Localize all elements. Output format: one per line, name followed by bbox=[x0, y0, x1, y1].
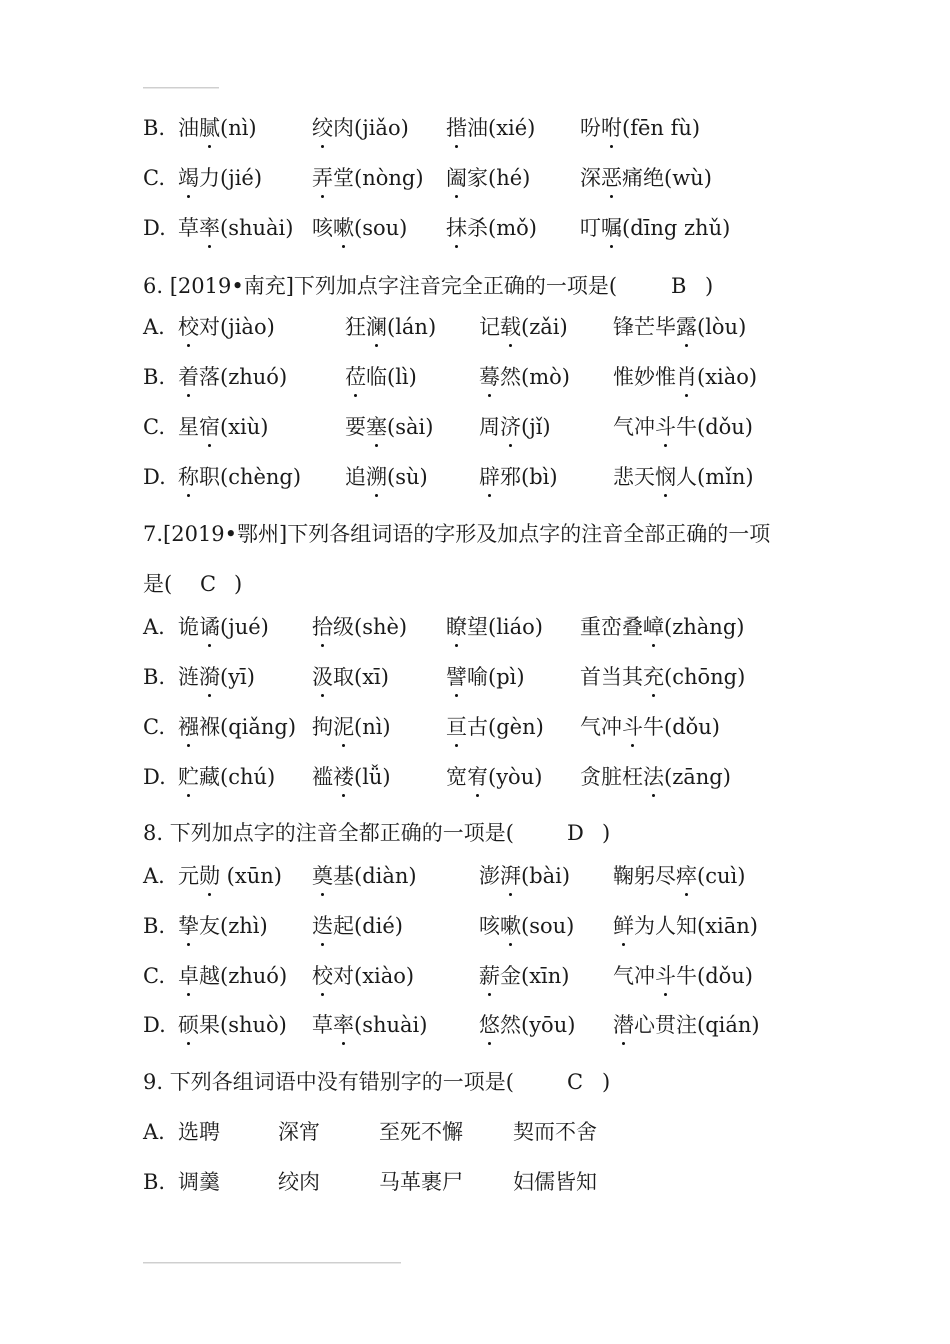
emphasized-char: 恶 bbox=[601, 166, 622, 190]
term-text: 草 bbox=[312, 1013, 333, 1037]
term-text: 油 bbox=[178, 116, 199, 140]
option-term bbox=[178, 713, 296, 741]
option-term bbox=[312, 862, 417, 890]
emphasized-char: 咐 bbox=[601, 116, 622, 140]
option-term bbox=[446, 763, 542, 791]
emphasized-char: 泥 bbox=[333, 715, 354, 739]
term-text: 深 bbox=[580, 166, 601, 190]
option-term bbox=[479, 912, 574, 940]
option-term bbox=[178, 962, 287, 990]
term-text: 要 bbox=[345, 415, 366, 439]
emphasized-char: 譬 bbox=[446, 665, 467, 689]
term-text: 元 bbox=[178, 864, 199, 888]
emphasized-char: 瘁 bbox=[676, 864, 697, 888]
term-pinyin: 古(gèn) bbox=[467, 715, 544, 739]
option-term bbox=[479, 962, 569, 990]
option-label: D. bbox=[143, 765, 166, 789]
option-label: C. bbox=[143, 166, 165, 190]
term-pinyin: 级(shè) bbox=[333, 615, 408, 639]
term-pinyin: 对(jiào) bbox=[199, 315, 275, 339]
option-term bbox=[613, 962, 753, 990]
option-term bbox=[178, 862, 282, 890]
option-term bbox=[178, 613, 269, 641]
option-term: 至死不懈 bbox=[379, 1120, 463, 1144]
emphasized-char: 襁 bbox=[178, 715, 199, 739]
term-text: 鞠躬尽 bbox=[613, 864, 676, 888]
term-pinyin: 职(chèng) bbox=[199, 465, 302, 489]
emphasized-char: 薪 bbox=[479, 964, 500, 988]
term-pinyin: (xiù) bbox=[220, 415, 269, 439]
option-term bbox=[613, 1011, 760, 1039]
term-pinyin: (sou) bbox=[521, 914, 575, 938]
term-pinyin: 褓(qiǎng) bbox=[199, 715, 297, 739]
option-term bbox=[312, 1011, 427, 1039]
option-term bbox=[446, 114, 535, 142]
option-term bbox=[613, 862, 745, 890]
option-term bbox=[178, 313, 275, 341]
emphasized-char: 露 bbox=[676, 315, 697, 339]
term-text: 星 bbox=[178, 415, 199, 439]
emphasized-char: 拾 bbox=[312, 615, 333, 639]
option-term bbox=[580, 164, 712, 192]
answer-letter: B bbox=[671, 274, 687, 298]
term-pinyin: 堂(nòng) bbox=[333, 166, 424, 190]
term-pinyin: (lán) bbox=[387, 315, 437, 339]
term-text: 气冲 bbox=[613, 415, 655, 439]
option-label: D. bbox=[143, 465, 166, 489]
term-text: 咳 bbox=[312, 216, 333, 240]
option-term bbox=[345, 363, 417, 391]
emphasized-char: 莅 bbox=[345, 365, 366, 389]
emphasized-char: 湃 bbox=[500, 864, 521, 888]
option-term bbox=[178, 363, 287, 391]
term-pinyin: 基(diàn) bbox=[333, 864, 417, 888]
option-term bbox=[178, 763, 275, 791]
term-pinyin: 藏(chú) bbox=[199, 765, 276, 789]
term-text: 周 bbox=[479, 415, 500, 439]
term-pinyin: 越(zhuó) bbox=[199, 964, 288, 988]
emphasized-char: 亘 bbox=[446, 715, 467, 739]
term-pinyin: (sài) bbox=[387, 415, 434, 439]
term-pinyin: 油(xié) bbox=[467, 116, 536, 140]
option-term bbox=[479, 313, 568, 341]
emphasized-char: 迭 bbox=[312, 914, 333, 938]
term-pinyin: (chōng) bbox=[664, 665, 746, 689]
option-label: B. bbox=[143, 914, 166, 938]
term-pinyin: (zhàng) bbox=[664, 615, 745, 639]
option-term bbox=[613, 463, 754, 491]
option-term bbox=[446, 613, 543, 641]
option-term bbox=[580, 763, 731, 791]
emphasized-char: 称 bbox=[178, 465, 199, 489]
option-term: 选聘 bbox=[178, 1120, 220, 1144]
question-stem: 是( bbox=[143, 572, 173, 596]
option-term bbox=[479, 1011, 575, 1039]
emphasized-char: 嗽 bbox=[333, 216, 354, 240]
term-text: 惟妙惟 bbox=[613, 365, 676, 389]
option-label: A. bbox=[143, 315, 165, 339]
term-pinyin: (dīng zhǔ) bbox=[622, 216, 731, 240]
answer-letter: D bbox=[567, 821, 584, 845]
emphasized-char: 嶂 bbox=[643, 615, 664, 639]
emphasized-char: 抹 bbox=[446, 216, 467, 240]
term-pinyin: 友(zhì) bbox=[199, 914, 268, 938]
term-text: 咳 bbox=[479, 914, 500, 938]
emphasized-char: 校 bbox=[312, 964, 333, 988]
closing-paren: ) bbox=[602, 1070, 611, 1094]
emphasized-char: 悯 bbox=[655, 465, 676, 489]
option-term bbox=[312, 912, 403, 940]
option-term: 妇儒皆知 bbox=[513, 1170, 597, 1194]
term-pinyin: (yòu) bbox=[488, 765, 543, 789]
option-term: 契而不舍 bbox=[513, 1120, 597, 1144]
option-term bbox=[580, 713, 720, 741]
option-term bbox=[312, 613, 407, 641]
option-term bbox=[178, 114, 257, 142]
option-term bbox=[312, 164, 424, 192]
term-text: 褴 bbox=[312, 765, 333, 789]
term-pinyin: (xūn) bbox=[220, 864, 282, 888]
option-term bbox=[479, 363, 570, 391]
term-text: 涟 bbox=[178, 665, 199, 689]
option-term bbox=[446, 663, 525, 691]
option-term bbox=[446, 713, 544, 741]
emphasized-char: 校 bbox=[178, 315, 199, 339]
term-pinyin: 牛(dǒu) bbox=[643, 715, 720, 739]
option-term bbox=[479, 413, 551, 441]
option-term: 调羹 bbox=[178, 1170, 220, 1194]
option-term bbox=[178, 164, 262, 192]
term-pinyin: (zāng) bbox=[664, 765, 731, 789]
term-pinyin: (yī) bbox=[220, 665, 255, 689]
option-term bbox=[580, 663, 745, 691]
top-rule bbox=[143, 87, 219, 89]
emphasized-char: 卓 bbox=[178, 964, 199, 988]
emphasized-char: 揩 bbox=[446, 116, 467, 140]
term-pinyin: 牛(dǒu) bbox=[676, 415, 753, 439]
term-pinyin: (sù) bbox=[387, 465, 428, 489]
term-pinyin: 起(dié) bbox=[333, 914, 403, 938]
term-pinyin: 杀(mǒ) bbox=[467, 216, 537, 240]
term-text: 狂 bbox=[345, 315, 366, 339]
term-pinyin: 心贯注(qián) bbox=[634, 1013, 760, 1037]
answer-letter: C bbox=[567, 1070, 584, 1094]
term-text: 悲天 bbox=[613, 465, 655, 489]
term-pinyin: (nì) bbox=[220, 116, 257, 140]
emphasized-char: 贮 bbox=[178, 765, 199, 789]
emphasized-char: 率 bbox=[199, 216, 220, 240]
term-pinyin: (lòu) bbox=[697, 315, 747, 339]
option-term bbox=[580, 214, 730, 242]
emphasized-char: 悠 bbox=[479, 1013, 500, 1037]
emphasized-char: 竭 bbox=[178, 166, 199, 190]
term-pinyin: (shuài) bbox=[354, 1013, 428, 1037]
emphasized-char: 勋 bbox=[199, 864, 220, 888]
emphasized-char: 率 bbox=[333, 1013, 354, 1037]
emphasized-char: 载 bbox=[500, 315, 521, 339]
term-text: 贪脏枉 bbox=[580, 765, 643, 789]
option-label: B. bbox=[143, 665, 166, 689]
term-pinyin: 然(yōu) bbox=[500, 1013, 576, 1037]
option-label: A. bbox=[143, 864, 165, 888]
closing-paren: ) bbox=[705, 274, 714, 298]
option-term: 绞肉 bbox=[278, 1170, 320, 1194]
emphasized-char: 潜 bbox=[613, 1013, 634, 1037]
q7-stem-line1: 7.[2019•鄂州]下列各组词语的字形及加点字的注音全部正确的一项 bbox=[143, 522, 771, 546]
option-label: A. bbox=[143, 615, 165, 639]
option-term bbox=[613, 413, 753, 441]
emphasized-char: 塞 bbox=[366, 415, 387, 439]
term-pinyin: 邪(bì) bbox=[500, 465, 558, 489]
option-term bbox=[345, 463, 428, 491]
term-pinyin: 金(xīn) bbox=[500, 964, 570, 988]
option-term bbox=[345, 313, 436, 341]
option-term bbox=[479, 862, 570, 890]
option-term bbox=[446, 164, 530, 192]
term-pinyin: 果(shuò) bbox=[199, 1013, 287, 1037]
option-label: B. bbox=[143, 365, 166, 389]
emphasized-char: 汲 bbox=[312, 665, 333, 689]
question-stem: 6. [2019•南充]下列加点字注音完全正确的一项是( bbox=[143, 274, 618, 298]
emphasized-char: 弄 bbox=[312, 166, 333, 190]
emphasized-char: 蓦 bbox=[479, 365, 500, 389]
option-term: 马革裹尸 bbox=[379, 1170, 463, 1194]
emphasized-char: 辟 bbox=[479, 465, 500, 489]
option-label: D. bbox=[143, 216, 166, 240]
emphasized-char: 褛 bbox=[333, 765, 354, 789]
term-text: 诡 bbox=[178, 615, 199, 639]
term-text: 记 bbox=[479, 315, 500, 339]
term-text: 拘 bbox=[312, 715, 333, 739]
emphasized-char: 绞 bbox=[312, 116, 333, 140]
option-term bbox=[312, 663, 389, 691]
term-pinyin: 牛(dǒu) bbox=[676, 964, 753, 988]
answer-letter: C bbox=[200, 572, 217, 596]
option-term bbox=[312, 214, 407, 242]
emphasized-char: 宿 bbox=[199, 415, 220, 439]
option-term bbox=[446, 214, 537, 242]
term-text: 草 bbox=[178, 216, 199, 240]
emphasized-char: 嗽 bbox=[500, 914, 521, 938]
term-pinyin: (zǎi) bbox=[521, 315, 568, 339]
term-pinyin: 取(xī) bbox=[333, 665, 389, 689]
term-pinyin: (fēn fù) bbox=[622, 116, 701, 140]
term-pinyin: 落(zhuó) bbox=[199, 365, 288, 389]
option-term bbox=[479, 463, 558, 491]
emphasized-char: 腻 bbox=[199, 116, 220, 140]
option-label: C. bbox=[143, 415, 165, 439]
bottom-rule bbox=[143, 1262, 401, 1264]
term-text: 气冲 bbox=[580, 715, 622, 739]
emphasized-char: 硕 bbox=[178, 1013, 199, 1037]
option-label: C. bbox=[143, 964, 165, 988]
emphasized-char: 斗 bbox=[655, 415, 676, 439]
emphasized-char: 宥 bbox=[467, 765, 488, 789]
closing-paren: ) bbox=[234, 572, 243, 596]
question-stem: 9. 下列各组词语中没有错别字的一项是( bbox=[143, 1070, 514, 1094]
emphasized-char: 漪 bbox=[199, 665, 220, 689]
emphasized-char: 着 bbox=[178, 365, 199, 389]
emphasized-char: 济 bbox=[500, 415, 521, 439]
term-text: 吩 bbox=[580, 116, 601, 140]
option-label: C. bbox=[143, 715, 165, 739]
emphasized-char: 奠 bbox=[312, 864, 333, 888]
term-pinyin: (shuài) bbox=[220, 216, 294, 240]
emphasized-char: 谲 bbox=[199, 615, 220, 639]
option-term bbox=[580, 114, 700, 142]
option-term bbox=[178, 214, 293, 242]
option-term: 深宵 bbox=[278, 1120, 320, 1144]
term-pinyin: (jǐ) bbox=[521, 415, 551, 439]
option-term bbox=[312, 713, 391, 741]
emphasized-char: 肖 bbox=[676, 365, 697, 389]
term-pinyin: 痛绝(wù) bbox=[622, 166, 712, 190]
term-pinyin: (nì) bbox=[354, 715, 391, 739]
term-pinyin: 为人知(xiān) bbox=[634, 914, 758, 938]
option-term bbox=[178, 663, 255, 691]
question-stem: 8. 下列加点字的注音全都正确的一项是( bbox=[143, 821, 514, 845]
term-pinyin: (bài) bbox=[521, 864, 571, 888]
term-text: 澎 bbox=[479, 864, 500, 888]
term-text: 锋芒毕 bbox=[613, 315, 676, 339]
option-term bbox=[312, 763, 391, 791]
emphasized-char: 法 bbox=[643, 765, 664, 789]
emphasized-char: 瞭 bbox=[446, 615, 467, 639]
option-term bbox=[613, 912, 758, 940]
emphasized-char: 阖 bbox=[446, 166, 467, 190]
emphasized-char: 溯 bbox=[366, 465, 387, 489]
option-term bbox=[345, 413, 433, 441]
term-pinyin: (lǚ) bbox=[354, 765, 391, 789]
option-term bbox=[178, 463, 301, 491]
option-term bbox=[178, 1011, 287, 1039]
option-label: A. bbox=[143, 1120, 165, 1144]
option-term bbox=[613, 363, 757, 391]
term-pinyin: (cuì) bbox=[697, 864, 746, 888]
term-text: 追 bbox=[345, 465, 366, 489]
closing-paren: ) bbox=[602, 821, 611, 845]
emphasized-char: 挚 bbox=[178, 914, 199, 938]
option-label: B. bbox=[143, 1170, 166, 1194]
term-pinyin: (sou) bbox=[354, 216, 408, 240]
term-pinyin: 望(liáo) bbox=[467, 615, 543, 639]
term-pinyin: 对(xiào) bbox=[333, 964, 415, 988]
emphasized-char: 斗 bbox=[622, 715, 643, 739]
term-pinyin: 然(mò) bbox=[500, 365, 570, 389]
emphasized-char: 嘱 bbox=[601, 216, 622, 240]
term-text: 宽 bbox=[446, 765, 467, 789]
emphasized-char: 斗 bbox=[655, 964, 676, 988]
term-pinyin: 力(jié) bbox=[199, 166, 263, 190]
option-term bbox=[580, 613, 744, 641]
emphasized-char: 充 bbox=[643, 665, 664, 689]
term-text: 叮 bbox=[580, 216, 601, 240]
term-pinyin: 喻(pì) bbox=[467, 665, 525, 689]
option-term bbox=[613, 313, 746, 341]
term-pinyin: (jué) bbox=[220, 615, 269, 639]
term-text: 首当其 bbox=[580, 665, 643, 689]
term-text: 重峦叠 bbox=[580, 615, 643, 639]
term-pinyin: 家(hé) bbox=[467, 166, 531, 190]
emphasized-char: 鲜 bbox=[613, 914, 634, 938]
option-term bbox=[178, 912, 268, 940]
term-pinyin: 人(mǐn) bbox=[676, 465, 754, 489]
option-term bbox=[312, 962, 414, 990]
term-pinyin: (xiào) bbox=[697, 365, 758, 389]
option-term bbox=[178, 413, 268, 441]
option-label: B. bbox=[143, 116, 166, 140]
term-pinyin: 临(lì) bbox=[366, 365, 417, 389]
option-label: D. bbox=[143, 1013, 166, 1037]
term-text: 气冲 bbox=[613, 964, 655, 988]
option-term bbox=[312, 114, 409, 142]
emphasized-char: 澜 bbox=[366, 315, 387, 339]
term-pinyin: 肉(jiǎo) bbox=[333, 116, 409, 140]
